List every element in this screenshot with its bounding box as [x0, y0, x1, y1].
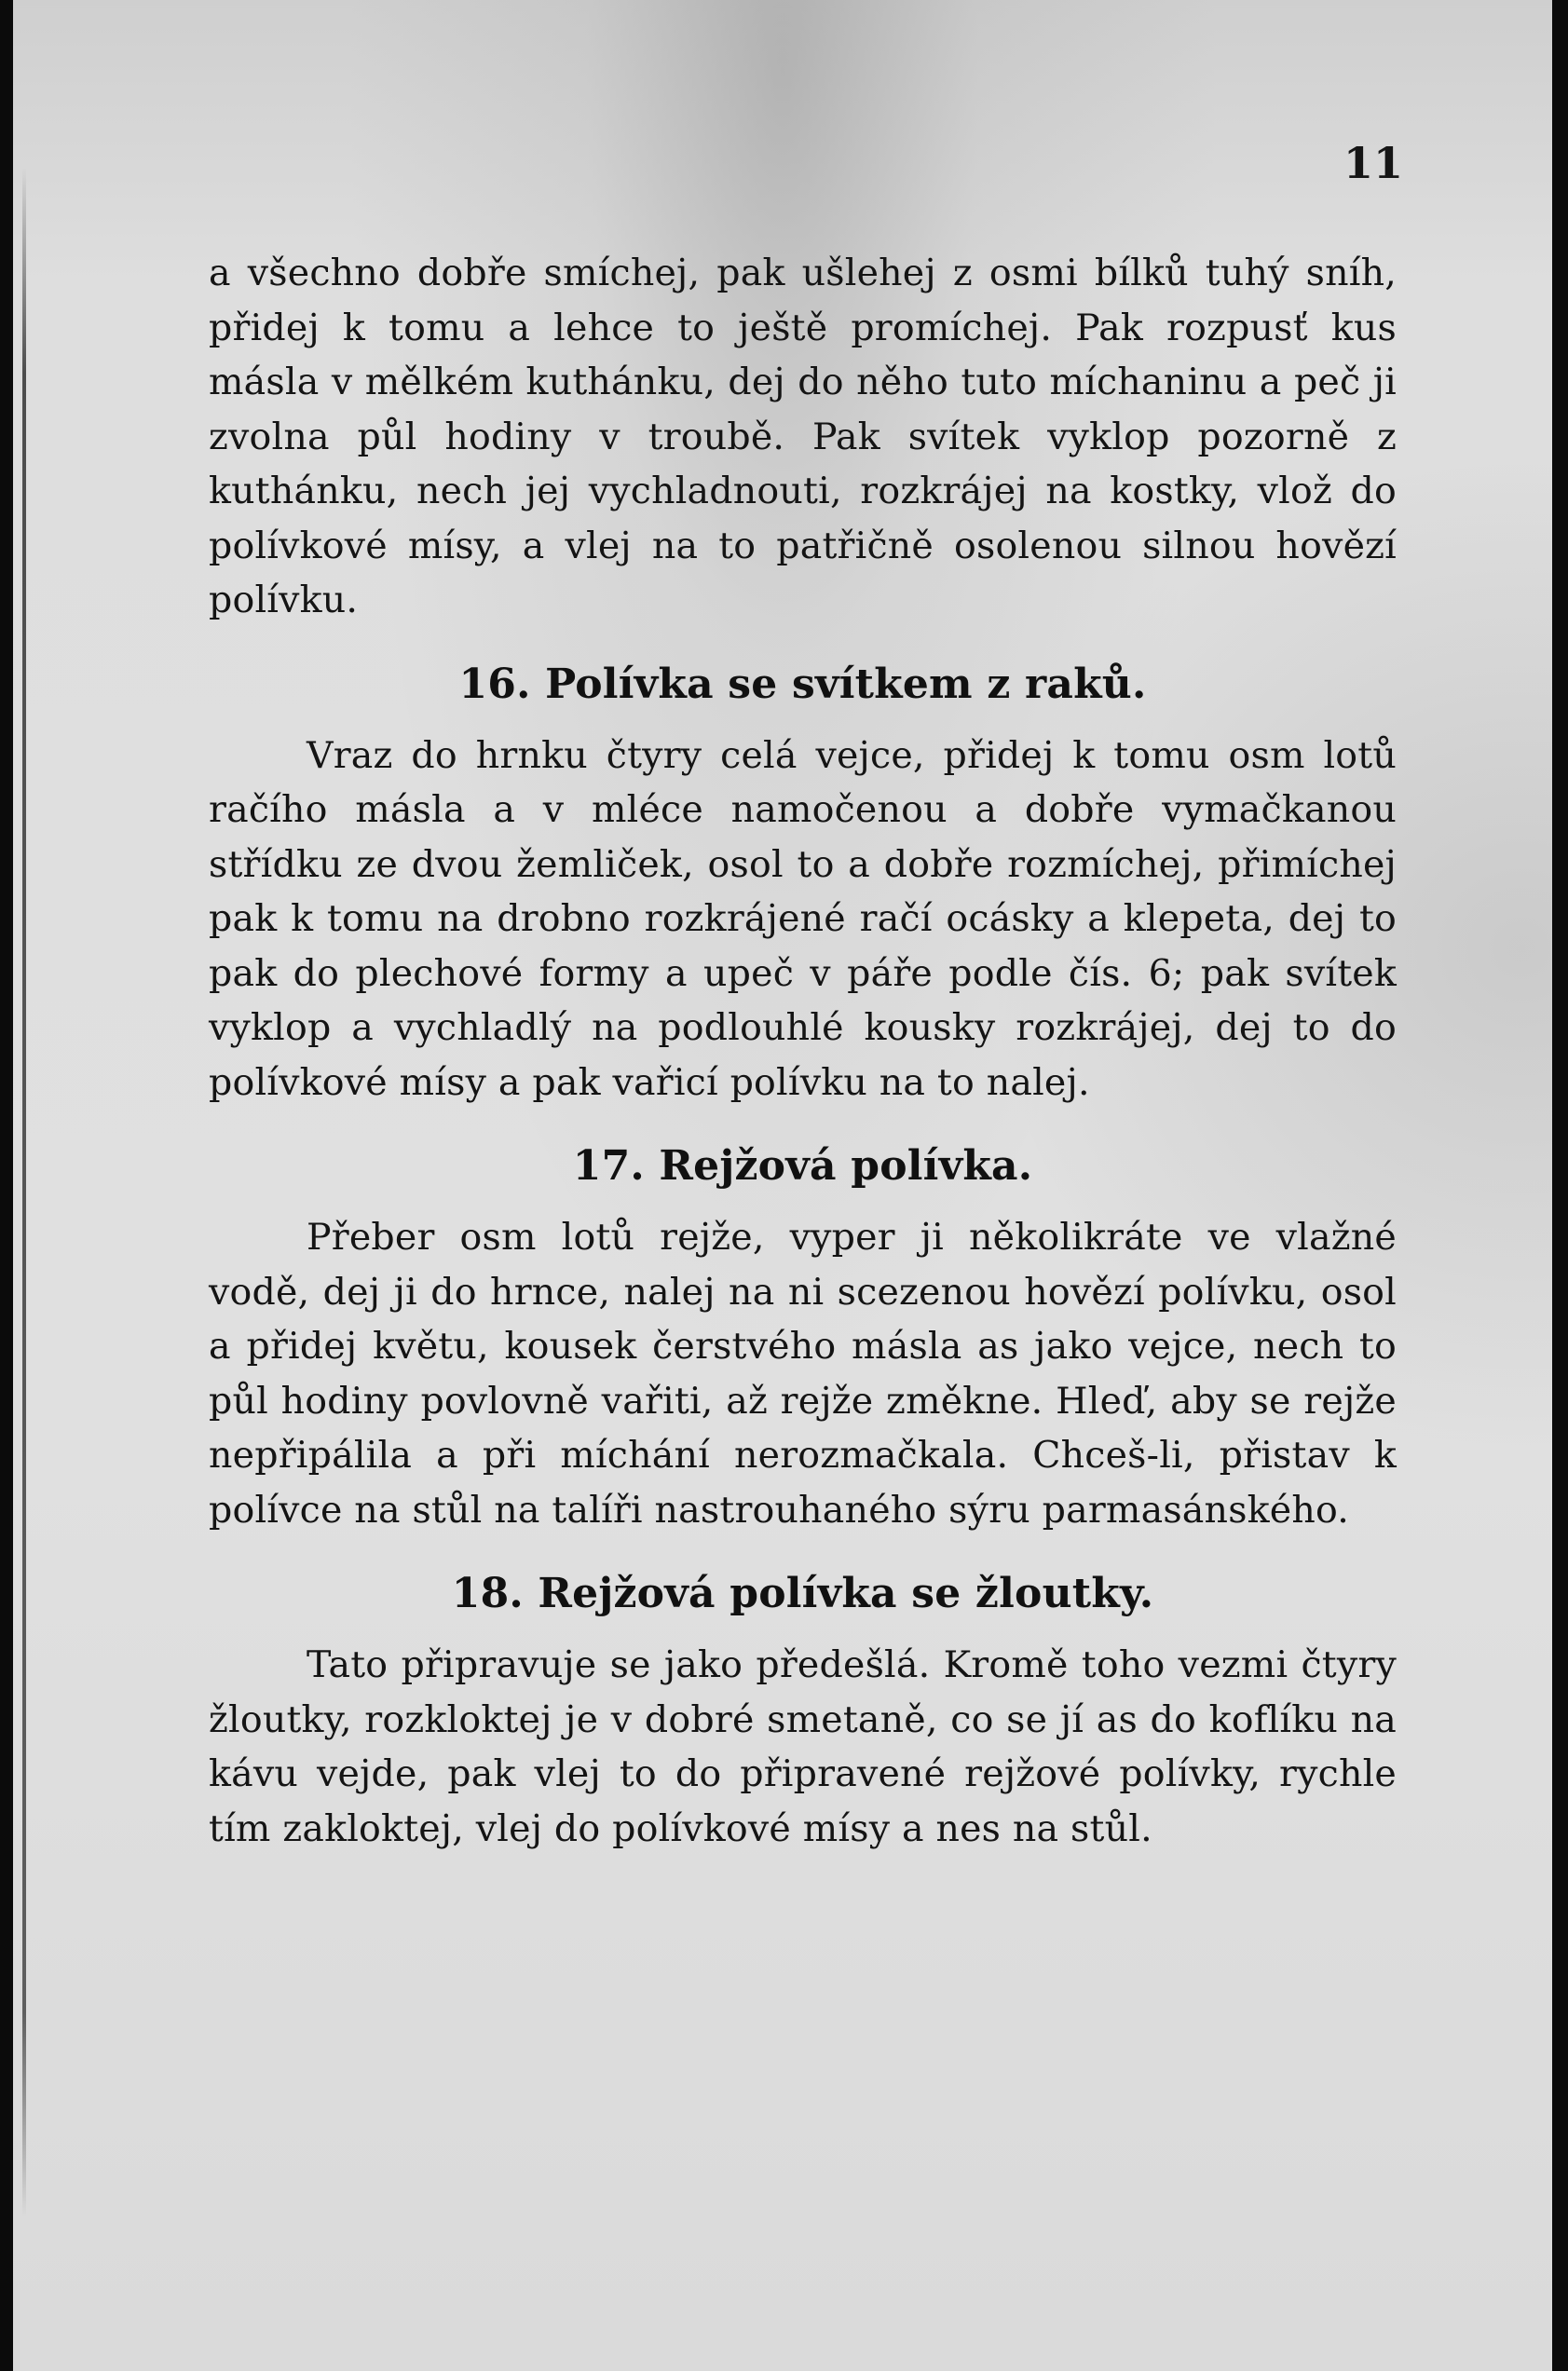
paragraph-recipe-18: Tato připravuje se jako předešlá. Kromě toho vezmi čtyry žloutky, rozkloktej je v dobré smetaně, co se jí as do koflíku na kávu vejde, pak vlej to do připravené rejžové polívky, rychle tím zakloktej, vlej do polívkové mísy a nes na stůl.	[209, 1643, 1397, 1850]
recipe-heading-17: 17. Rejžová polívka.	[572, 1142, 1033, 1190]
scanned-page	[13, 0, 1552, 2371]
page-number: 11	[1343, 138, 1403, 188]
paragraph-recipe-17: Přeber osm lotů rejže, vyper ji několikráte ve vlažné vodě, dej ji do hrnce, nalej na ni scezenou hovězí polívku, osol a přidej květu, kousek čerstvého másla as jako vejce, nech to půl hodiny povlovně vařiti, až rejže změkne. Hleď, aby se rejže nepřipálila a při míchání nerozmačkala. Chceš-li, přistav k polívce na stůl na talíři nastrouhaného sýru parmasánského.	[209, 1216, 1397, 1532]
recipe-heading-18: 18. Rejžová polívka se žloutky.	[451, 1570, 1154, 1617]
page-binding-edge	[22, 168, 26, 2217]
page-body	[209, 246, 1397, 1856]
recipe-heading-16: 16. Polívka se svítkem z raků.	[458, 660, 1147, 708]
paragraph-recipe-16: Vraz do hrnku čtyry celá vejce, přidej k tomu osm lotů račího másla a v mléce namočenou a dobře vymačkanou střídku ze dvou žemliček, osol to a dobře rozmíchej, přimíchej pak k tomu na drobno rozkrájené račí ocásky a klepeta, dej to pak do plechové formy a upeč v páře podle čís. 6; pak svítek vyklop a vychladlý na podlouhlé kousky rozkrájej, dej to do polívkové mísy a pak vařicí polívku na to nalej.	[209, 733, 1397, 1104]
paragraph-continuation: a všechno dobře smíchej, pak ušlehej z osmi bílků tuhý sníh, přidej k tomu a lehce to ještě promíchej. Pak rozpusť kus másla v mělkém kuthánku, dej do něho tuto míchaninu a peč ji zvolna půl hodiny v troubě. Pak svítek vyklop pozorně z kuthánku, nech jej vychladnouti, rozkrájej na kostky, vlož do polívkové mísy, a vlej na to patřičně osolenou silnou hovězí polívku.	[209, 252, 1397, 621]
